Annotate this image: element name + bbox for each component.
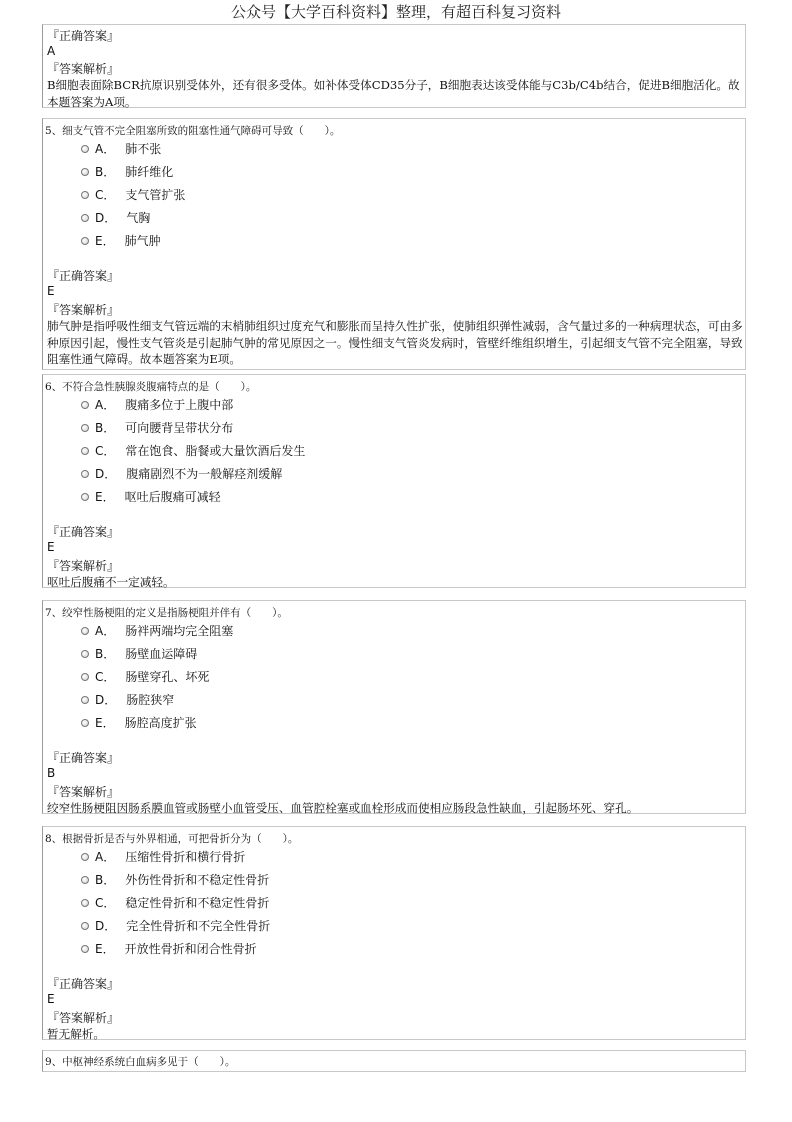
- radio-button[interactable]: [81, 696, 89, 704]
- question-title: 9、中枢神经系统白血病多见于（ ）。: [45, 1056, 236, 1068]
- analysis-label: 『答案解析』: [47, 559, 120, 573]
- option-b[interactable]: B． 外伤性骨折和不稳定性骨折: [81, 872, 269, 888]
- option-c[interactable]: C． 肠壁穿孔、坏死: [81, 669, 209, 685]
- radio-button[interactable]: [81, 191, 89, 199]
- question-title: 6、不符合急性胰腺炎腹痛特点的是（ ）。: [45, 381, 257, 393]
- radio-button[interactable]: [81, 719, 89, 727]
- analysis-label: 『答案解析』: [47, 1011, 120, 1025]
- option-a[interactable]: A． 压缩性骨折和横行骨折: [81, 849, 245, 865]
- radio-button[interactable]: [81, 627, 89, 635]
- question-5: [42, 118, 746, 370]
- correct-answer-label: 『正确答案』: [47, 751, 120, 765]
- radio-button[interactable]: [81, 401, 89, 409]
- correct-answer-label: 『正确答案』: [47, 269, 120, 283]
- question-6: [42, 374, 746, 588]
- radio-button[interactable]: [81, 493, 89, 501]
- radio-button[interactable]: [81, 899, 89, 907]
- option-e[interactable]: E． 呕吐后腹痛可减轻: [81, 489, 221, 505]
- analysis-label: 『答案解析』: [47, 303, 120, 317]
- radio-button[interactable]: [81, 876, 89, 884]
- option-c[interactable]: C． 支气管扩张: [81, 187, 185, 203]
- option-d[interactable]: D． 完全性骨折和不完全性骨折: [81, 918, 270, 934]
- option-c[interactable]: C． 常在饱食、脂餐或大量饮酒后发生: [81, 443, 305, 459]
- option-b[interactable]: B． 肺纤维化: [81, 164, 173, 180]
- option-a[interactable]: A． 肠袢两端均完全阻塞: [81, 623, 233, 639]
- option-d[interactable]: D． 肠腔狭窄: [81, 692, 174, 708]
- correct-answer-label: 『正确答案』: [47, 977, 120, 991]
- option-b[interactable]: B． 肠壁血运障碍: [81, 646, 197, 662]
- radio-button[interactable]: [81, 922, 89, 930]
- analysis-label: 『答案解析』: [47, 62, 120, 76]
- analysis-text: 肺气肿是指呼吸性细支气管远端的末梢肺组织过度充气和膨胀而呈持久性扩张，使肺组织弹性减弱，含气量过多的一种病理状态，可由多种原因引起，慢性支气管炎是引起肺气肿的常见原因之一。慢性细支气管炎发病时，管壁纤维组织增生，引起细支气管不完全阻塞，导致阻塞性通气障碍。故本题答案为E项。: [47, 319, 743, 366]
- analysis-label: 『答案解析』: [47, 785, 120, 799]
- page-header: 公众号【大学百科资料】整理，有超百科复习资料: [230, 3, 561, 21]
- correct-answer-value: B: [47, 766, 56, 780]
- analysis-text: 绞窄性肠梗阻因肠系膜血管或肠壁小血管受压、血管腔栓塞或血栓形成而使相应肠段急性缺血，引起肠坏死、穿孔。: [47, 801, 639, 815]
- question-7: [42, 600, 746, 814]
- question-title: 5、细支气管不完全阻塞所致的阻塞性通气障碍可导致（ ）。: [45, 125, 341, 137]
- question-title: 8、根据骨折是否与外界相通，可把骨折分为（ ）。: [45, 833, 299, 845]
- question-9: [42, 1050, 746, 1072]
- radio-button[interactable]: [81, 168, 89, 176]
- radio-button[interactable]: [81, 145, 89, 153]
- radio-button[interactable]: [81, 214, 89, 222]
- question-title: 7、绞窄性肠梗阻的定义是指肠梗阻并伴有（ ）。: [45, 607, 288, 619]
- option-c[interactable]: C． 稳定性骨折和不稳定性骨折: [81, 895, 269, 911]
- option-b[interactable]: B． 可向腰背呈带状分布: [81, 420, 233, 436]
- question-4-tail: [42, 24, 746, 108]
- radio-button[interactable]: [81, 650, 89, 658]
- analysis-text: 呕吐后腹痛不一定减轻。: [47, 575, 175, 589]
- radio-button[interactable]: [81, 673, 89, 681]
- option-a[interactable]: A． 肺不张: [81, 141, 161, 157]
- radio-button[interactable]: [81, 470, 89, 478]
- radio-button[interactable]: [81, 945, 89, 953]
- correct-answer-value: E: [47, 284, 55, 298]
- option-e[interactable]: E． 肠腔高度扩张: [81, 715, 197, 731]
- correct-answer-label: 『正确答案』: [47, 525, 120, 539]
- option-d[interactable]: D． 腹痛剧烈不为一般解痉剂缓解: [81, 466, 282, 482]
- question-8: [42, 826, 746, 1040]
- correct-answer-value: A: [47, 44, 56, 58]
- option-e[interactable]: E． 肺气肿: [81, 233, 161, 249]
- analysis-text: B细胞表面除BCR抗原识别受体外，还有很多受体。如补体受体CD35分子，B细胞表达该受体能与C3b/C4b结合，促进B细胞活化。故本题答案为A项。: [47, 78, 740, 109]
- analysis-text: 暂无解析。: [47, 1027, 105, 1041]
- correct-answer-value: E: [47, 992, 55, 1006]
- radio-button[interactable]: [81, 424, 89, 432]
- radio-button[interactable]: [81, 237, 89, 245]
- correct-answer-label: 『正确答案』: [47, 29, 120, 43]
- option-a[interactable]: A． 腹痛多位于上腹中部: [81, 397, 233, 413]
- correct-answer-value: E: [47, 540, 55, 554]
- radio-button[interactable]: [81, 447, 89, 455]
- radio-button[interactable]: [81, 853, 89, 861]
- option-e[interactable]: E． 开放性骨折和闭合性骨折: [81, 941, 257, 957]
- option-d[interactable]: D． 气胸: [81, 210, 150, 226]
